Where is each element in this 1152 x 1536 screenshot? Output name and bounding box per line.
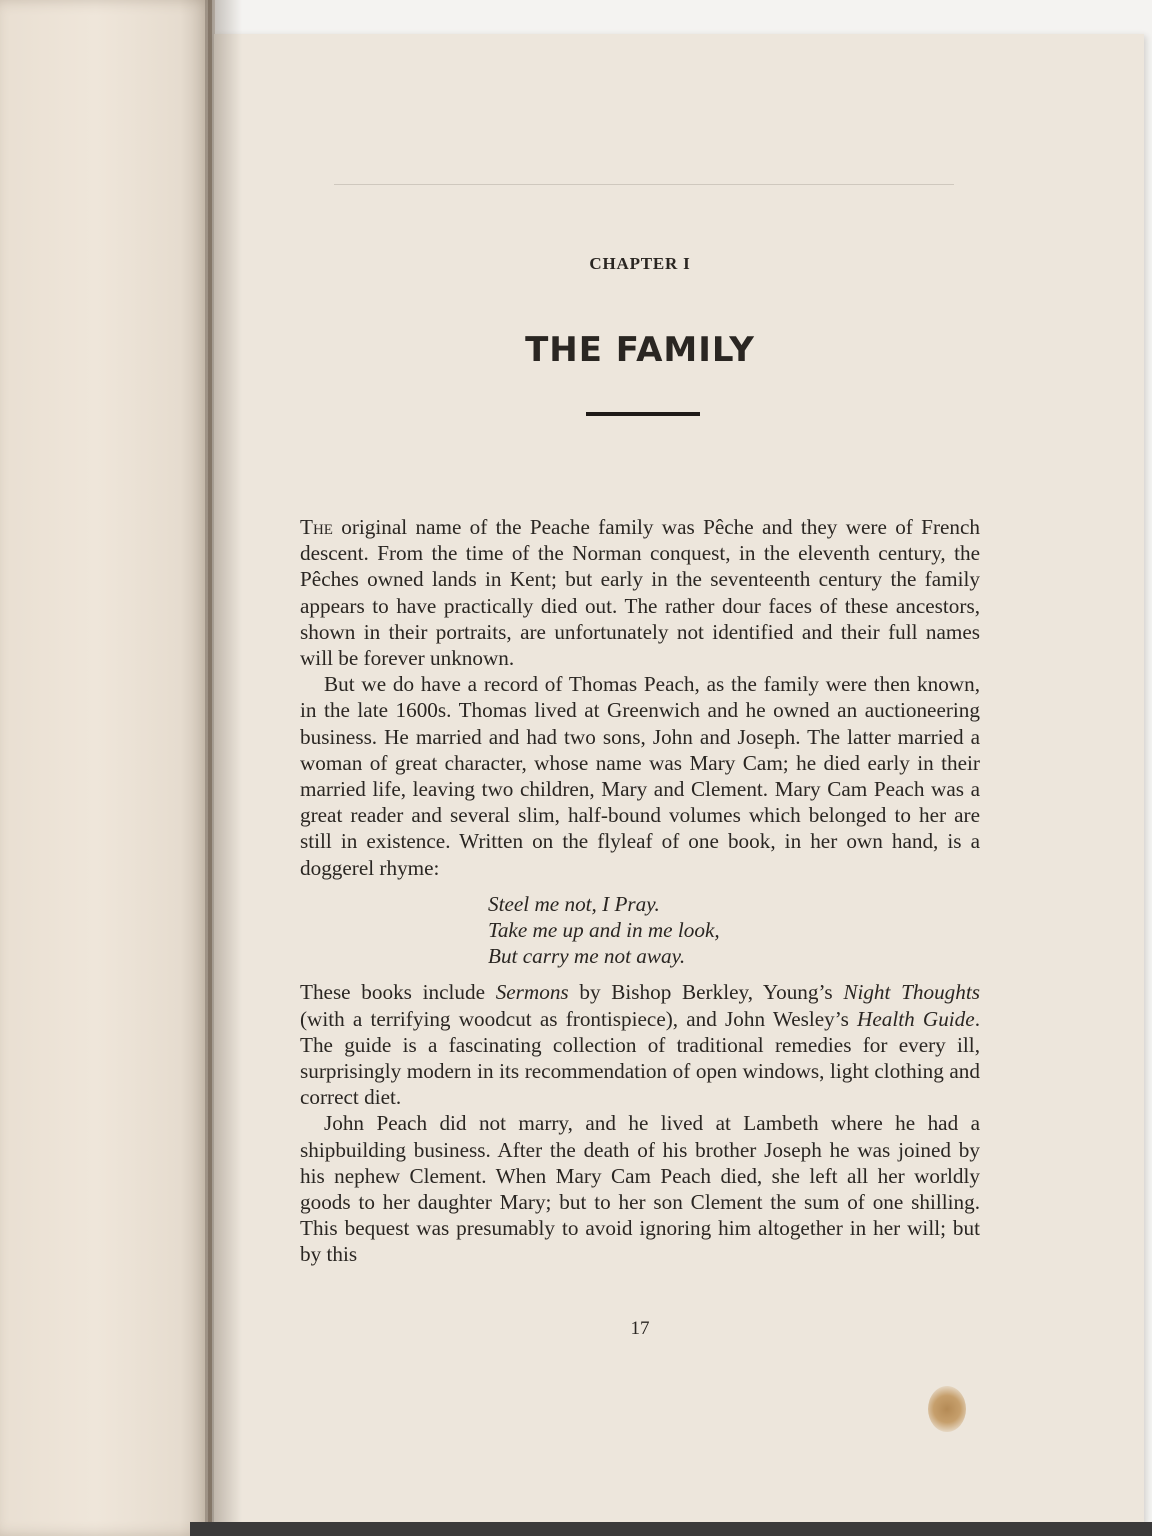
text-run: by Bishop Berkley, Young’s bbox=[568, 980, 844, 1005]
chapter-label: CHAPTER I bbox=[589, 254, 691, 273]
title-rule bbox=[586, 412, 700, 416]
foxing-stain bbox=[928, 1386, 966, 1432]
paragraph-lead-word: The bbox=[300, 515, 333, 539]
verse bbox=[488, 891, 980, 970]
chapter-title: THE FAMILY bbox=[525, 330, 755, 370]
book-title-night-thoughts: Night Thoughts bbox=[843, 980, 980, 1005]
right-page bbox=[214, 34, 1144, 1524]
paragraph-4: John Peach did not marry, and he lived at Lambeth where he had a shipbuilding business. After the death of his brother Joseph he was joined by his nephew Clement. When Mary Cam Peach died, she left all her worldly goods to her daughter Mary; but to her son Clement the sum of one shilling. This bequest was presumably to avoid ignoring him altogether in her will; but by this bbox=[300, 1111, 980, 1267]
body-text bbox=[300, 514, 980, 1268]
paragraph-1-text: original name of the Peache family was Pêche and they were of French descent. From the time of the Norman conquest, in the eleventh century, the Pêches owned lands in Kent; but early in the seventeenth century the family appears to have practically died out. The rather dour faces of these ancestors, shown in their portraits, are unfortunately not identified and their full names will be forever unknown. bbox=[300, 515, 980, 671]
text-run: (with a terrifying woodcut as frontispiece), and John Wesley’s bbox=[300, 1006, 858, 1031]
paragraph-1 bbox=[300, 514, 980, 671]
paragraph-3 bbox=[300, 979, 980, 1110]
show-through-line bbox=[334, 184, 954, 185]
verse-line: Steel me not, I Pray. bbox=[488, 891, 660, 916]
text-run: . The guide is a fascinating collection of traditional remedies for every ill, surprisingly modern in its recommendation of open windows, light clothing and correct diet. bbox=[300, 1006, 980, 1110]
left-page bbox=[0, 0, 212, 1536]
spine-shadow bbox=[208, 0, 242, 1536]
text-run: These books include bbox=[300, 980, 496, 1005]
page-number: 17 bbox=[630, 1318, 650, 1339]
book-title-health-guide: Health Guide bbox=[857, 1006, 975, 1031]
verse-line: But carry me not away. bbox=[488, 944, 686, 969]
paragraph-2: But we do have a record of Thomas Peach, as the family were then known, in the late 1600s. Thomas lived at Greenwich and he owned an auctioneering business. He married and had two sons, John and Joseph. The latter married a woman of great character, whose name was Mary Cam; he died early in their married life, leaving two children, Mary and Clement. Mary Cam Peach was a great reader and several slim, half-bound volumes which belonged to her are still in existence. Written on the flyleaf of one book, in her own hand, is a doggerel rhyme: bbox=[300, 672, 980, 880]
book-title-sermons: Sermons bbox=[495, 980, 569, 1005]
table-edge bbox=[190, 1522, 1152, 1536]
verse-line: Take me up and in me look, bbox=[488, 918, 720, 943]
